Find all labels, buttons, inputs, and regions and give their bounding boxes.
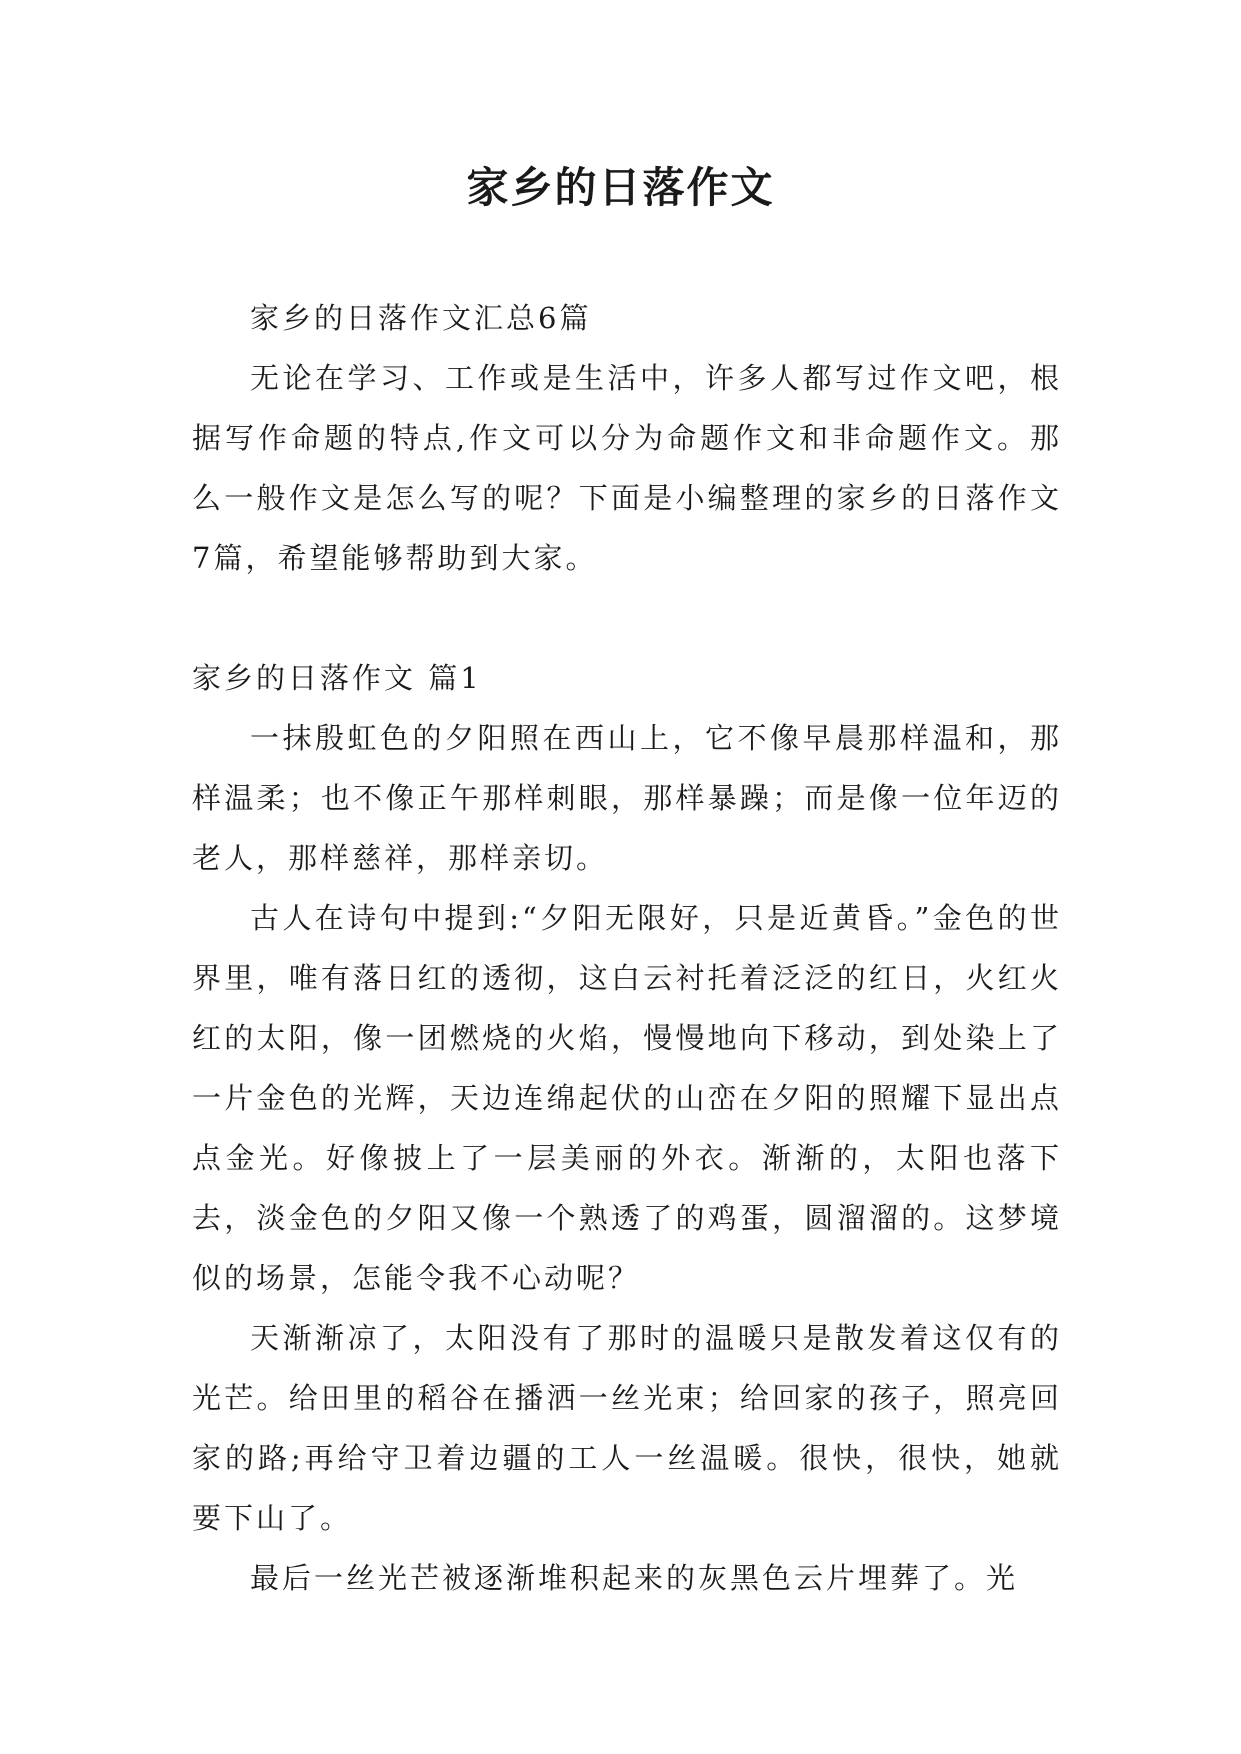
summary-heading: 家乡的日落作文汇总6篇 [250,301,592,335]
body-paragraph: 一抹殷虹色的夕阳照在西山上，它不像早晨那样温和，那样温柔；也不像正午那样刺眼，那样暴躁；而是像一位年迈的老人，那样慈祥，那样亲切。 [192,721,1062,875]
body-paragraph: 古人在诗句中提到:“夕阳无限好，只是近黄昏。”金色的世界里，唯有落日红的透彻，这白云衬托着泛泛的红日，火红火红的太阳，像一团燃烧的火焰，慢慢地向下移动，到处染上了一片金色的光辉，天边连绵起伏的山峦在夕阳的照耀下显出点点金光。好像披上了一层美丽的外衣。渐渐的，太阳也落下去，淡金色的夕阳又像一个熟透了的鸡蛋，圆溜溜的。这梦境似的场景，怎能令我不心动呢？ [192,901,1062,1295]
section-heading: 家乡的日落作文 篇1 [192,661,482,695]
body-paragraph: 最后一丝光芒被逐渐堆积起来的灰黑色云片埋葬了。光 [250,1561,1019,1595]
intro-paragraph: 无论在学习、工作或是生活中，许多人都写过作文吧，根据写作命题的特点,作文可以分为命题作文和非命题作文。那么一般作文是怎么写的呢？下面是小编整理的家乡的日落作文7篇，希望能够帮助到大家。 [192,361,1062,575]
body-paragraph: 天渐渐凉了，太阳没有了那时的温暖只是散发着这仅有的光芒。给田里的稻谷在播洒一丝光束；给回家的孩子，照亮回家的路;再给守卫着边疆的工人一丝温暖。很快，很快，她就要下山了。 [192,1321,1062,1535]
document-body [192,288,1062,1608]
document-title: 家乡的日落作文 [466,163,775,212]
